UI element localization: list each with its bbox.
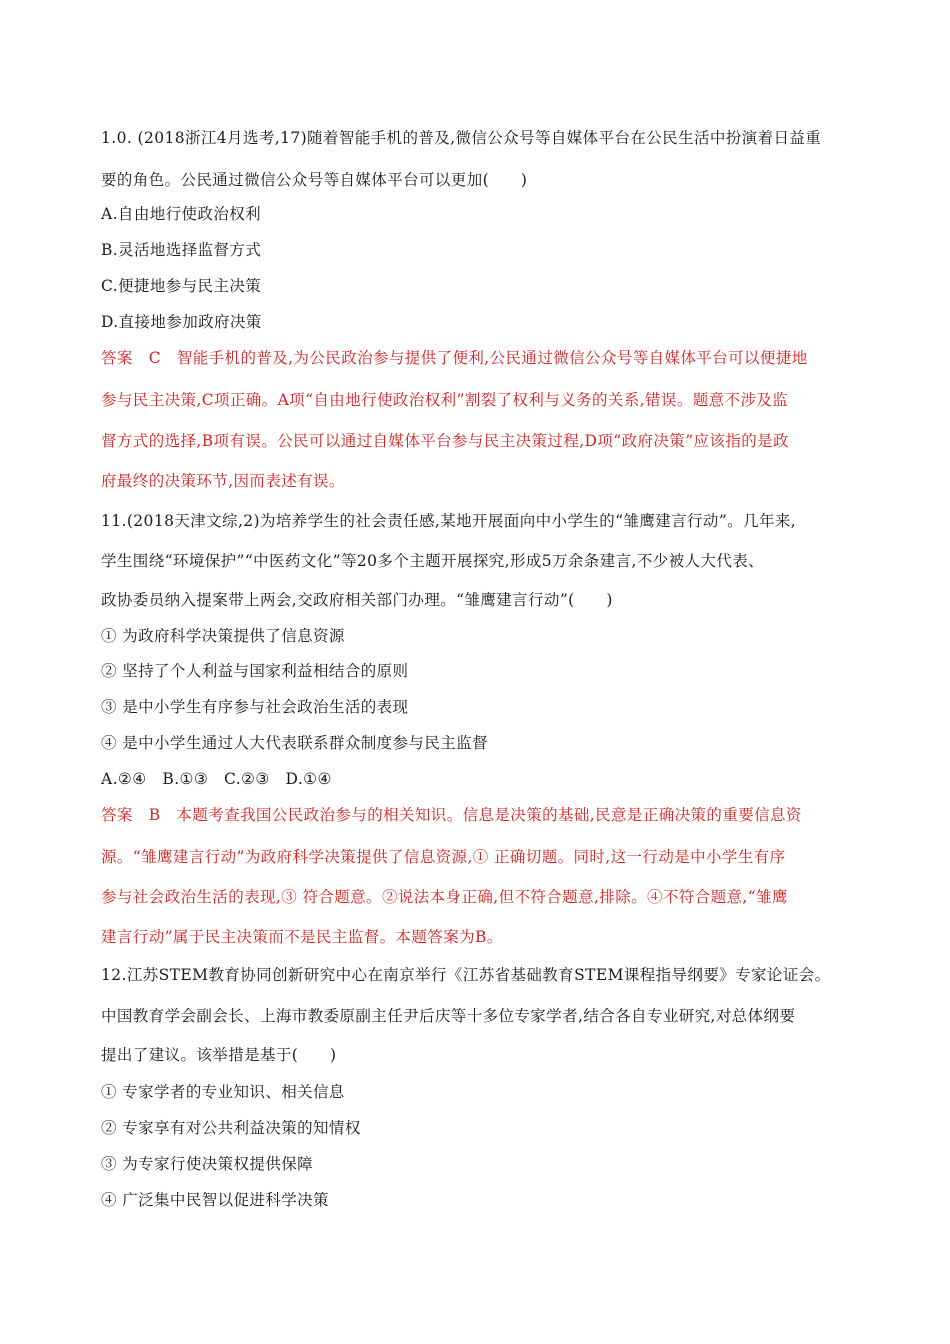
question-11-stem-line-3: 政协委员纳入提案带上两会,交政府相关部门办理。“雏鹰建言行动”( ) [101, 591, 613, 609]
question-10-option-a: A.自由地行使政治权利 [101, 205, 262, 223]
question-12-statement-4: ④ 广泛集中民智以促进科学决策 [101, 1191, 329, 1209]
question-12-stem-line-3: 提出了建议。该举措是基于( ) [101, 1046, 337, 1064]
question-10-answer-line-2: 参与民主决策,C项正确。A项“自由地行使政治权利”割裂了权利与义务的关系,错误。题意不涉及监 [101, 391, 789, 409]
question-10-stem-line-1: 1.0. (2018浙江4月选考,17)随着智能手机的普及,微信公众号等自媒体平台在公民生活中扮演着日益重 [101, 129, 822, 147]
question-11-statement-3: ③ 是中小学生有序参与社会政治生活的表现 [101, 698, 409, 716]
question-12-stem-line-1: 12.江苏STEM教育协同创新研究中心在南京举行《江苏省基础教育STEM课程指导纲要》专家论证会。 [101, 966, 831, 984]
question-11-answer-line-3: 参与社会政治生活的表现,③ 符合题意。②说法本身正确,但不符合题意,排除。④不符合题意,“雏鹰 [101, 888, 788, 906]
question-11-stem-line-1: 11.(2018天津文综,2)为培养学生的社会责任感,某地开展面向中小学生的“雏鹰建言行动”。几年来, [101, 512, 797, 530]
question-11-answer-line-1: 答案 B 本题考查我国公民政治参与的相关知识。信息是决策的基础,民意是正确决策的重要信息资 [101, 806, 802, 824]
question-10-stem-line-2: 要的角色。公民通过微信公众号等自媒体平台可以更加( ) [101, 171, 528, 189]
question-11-statement-1: ① 为政府科学决策提供了信息资源 [101, 627, 345, 645]
question-10-option-b: B.灵活地选择监督方式 [101, 241, 262, 259]
question-12-statement-2: ② 专家享有对公共利益决策的知情权 [101, 1119, 361, 1137]
question-11-statement-4: ④ 是中小学生通过人大代表联系群众制度参与民主监督 [101, 734, 488, 752]
question-10-answer-line-1: 答案 C 智能手机的普及,为公民政治参与提供了便利,公民通过微信公众号等自媒体平台可以便捷地 [101, 349, 808, 367]
question-11-choices: A.②④ B.①③ C.②③ D.①④ [101, 770, 332, 788]
question-10-option-d: D.直接地参加政府决策 [101, 313, 262, 331]
question-11-stem-line-2: 学生围绕“环境保护”“中医药文化”等20多个主题开展探究,形成5万余条建言,不少被人大代表、 [101, 552, 765, 570]
question-10-answer-line-3: 督方式的选择,B项有误。公民可以通过自媒体平台参与民主决策过程,D项“政府决策”应该指的是政 [101, 432, 789, 450]
question-11-answer-line-2: 源。“雏鹰建言行动”为政府科学决策提供了信息资源,① 正确切题。同时,这一行动是中小学生有序 [101, 848, 786, 866]
question-10-option-c: C.便捷地参与民主决策 [101, 277, 262, 295]
question-12-statement-3: ③ 为专家行使决策权提供保障 [101, 1155, 314, 1173]
question-10-answer-line-4: 府最终的决策环节,因而表述有误。 [101, 472, 345, 490]
question-11-statement-2: ② 坚持了个人利益与国家利益相结合的原则 [101, 662, 409, 680]
question-12-stem-line-2: 中国教育学会副会长、上海市教委原副主任尹后庆等十多位专家学者,结合各自专业研究,对总体纲要 [101, 1007, 796, 1025]
question-12-statement-1: ① 专家学者的专业知识、相关信息 [101, 1083, 345, 1101]
question-11-answer-line-4: 建言行动”属于民主决策而不是民主监督。本题答案为B。 [101, 928, 503, 946]
